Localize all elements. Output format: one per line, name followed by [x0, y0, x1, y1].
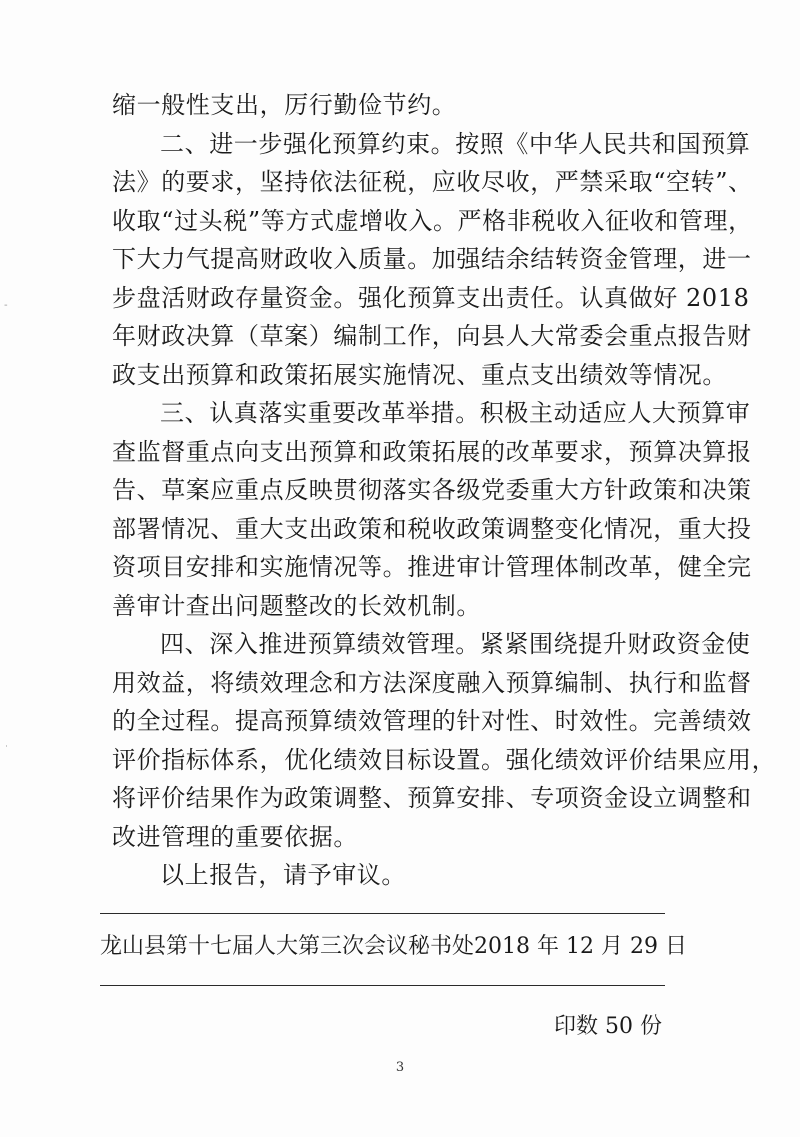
text-line: 查监督重点向支出预算和政策拓展的改革要求，预算决算报	[112, 437, 752, 466]
paragraph	[112, 394, 752, 625]
text-line: 用效益，将绩效理念和方法深度融入预算编制、执行和监督	[112, 668, 752, 697]
text-line: 政支出预算和政策拓展实施情况、重点支出绩效等情况。	[112, 360, 727, 389]
report-body	[112, 86, 777, 895]
paragraph	[112, 125, 753, 395]
text-line: 以上报告，请予审议。	[160, 861, 406, 889]
footer-rule-top	[100, 913, 665, 914]
issue-date: 2018 年 12 月 29 日	[474, 934, 687, 959]
text-line: 将评价结果作为政策调整、预算安排、专项资金设立调整和	[112, 784, 752, 812]
page-number: 3	[395, 1060, 405, 1075]
text-line: 的全过程。提高预算绩效管理的针对性、时效性。完善绩效	[112, 707, 752, 735]
text-line: 四、深入推进预算绩效管理。紧紧围绕提升财政资金使	[160, 630, 751, 658]
footer-rule-bottom	[100, 985, 665, 986]
paragraph	[112, 86, 692, 125]
text-line: 二、进一步强化预算约束。按照《中华人民共和国预算	[160, 129, 751, 158]
text-line: 部署情况、重大支出政策和税收政策调整变化情况，重大投	[112, 514, 752, 543]
paragraph	[112, 625, 777, 856]
issuer-name: 龙山县第十七届人大第三次会议秘书处	[100, 934, 475, 959]
text-line: 告、草案应重点反映贯彻落实各级党委重大方针政策和决策	[112, 476, 752, 504]
text-line: 步盘活财政存量资金。强化预算支出责任。认真做好 2018	[112, 283, 750, 312]
scan-mark-icon: ˙	[4, 745, 9, 756]
text-line: 改进管理的重要依据。	[112, 822, 358, 851]
issuer-row	[100, 932, 687, 962]
text-line: 评价指标体系，优化绩效目标设置。强化绩效评价结果应用，	[112, 745, 777, 774]
print-count: 印数 50 份	[554, 1014, 662, 1039]
text-line: 收取“过头税”等方式虚增收入。严格非税收入征收和管理，	[112, 206, 753, 235]
text-line: 年财政决算（草案）编制工作，向县人大常委会重点报告财	[112, 322, 752, 350]
text-line: 缩一般性支出，厉行勤俭节约。	[112, 91, 457, 119]
text-line: 法》的要求，坚持依法征税，应收尽收，严禁采取“空转”、	[112, 168, 753, 196]
scan-mark-icon: -	[4, 300, 8, 311]
text-line: 善审计查出问题整改的长效机制。	[112, 591, 481, 620]
text-line: 三、认真落实重要改革举措。积极主动适应人大预算审	[160, 399, 751, 427]
text-line: 下大力气提高财政收入质量。加强结余结转资金管理，进一	[112, 245, 752, 273]
text-line: 资项目安排和实施情况等。推进审计管理体制改革，健全完	[112, 553, 752, 581]
paragraph	[112, 856, 692, 895]
